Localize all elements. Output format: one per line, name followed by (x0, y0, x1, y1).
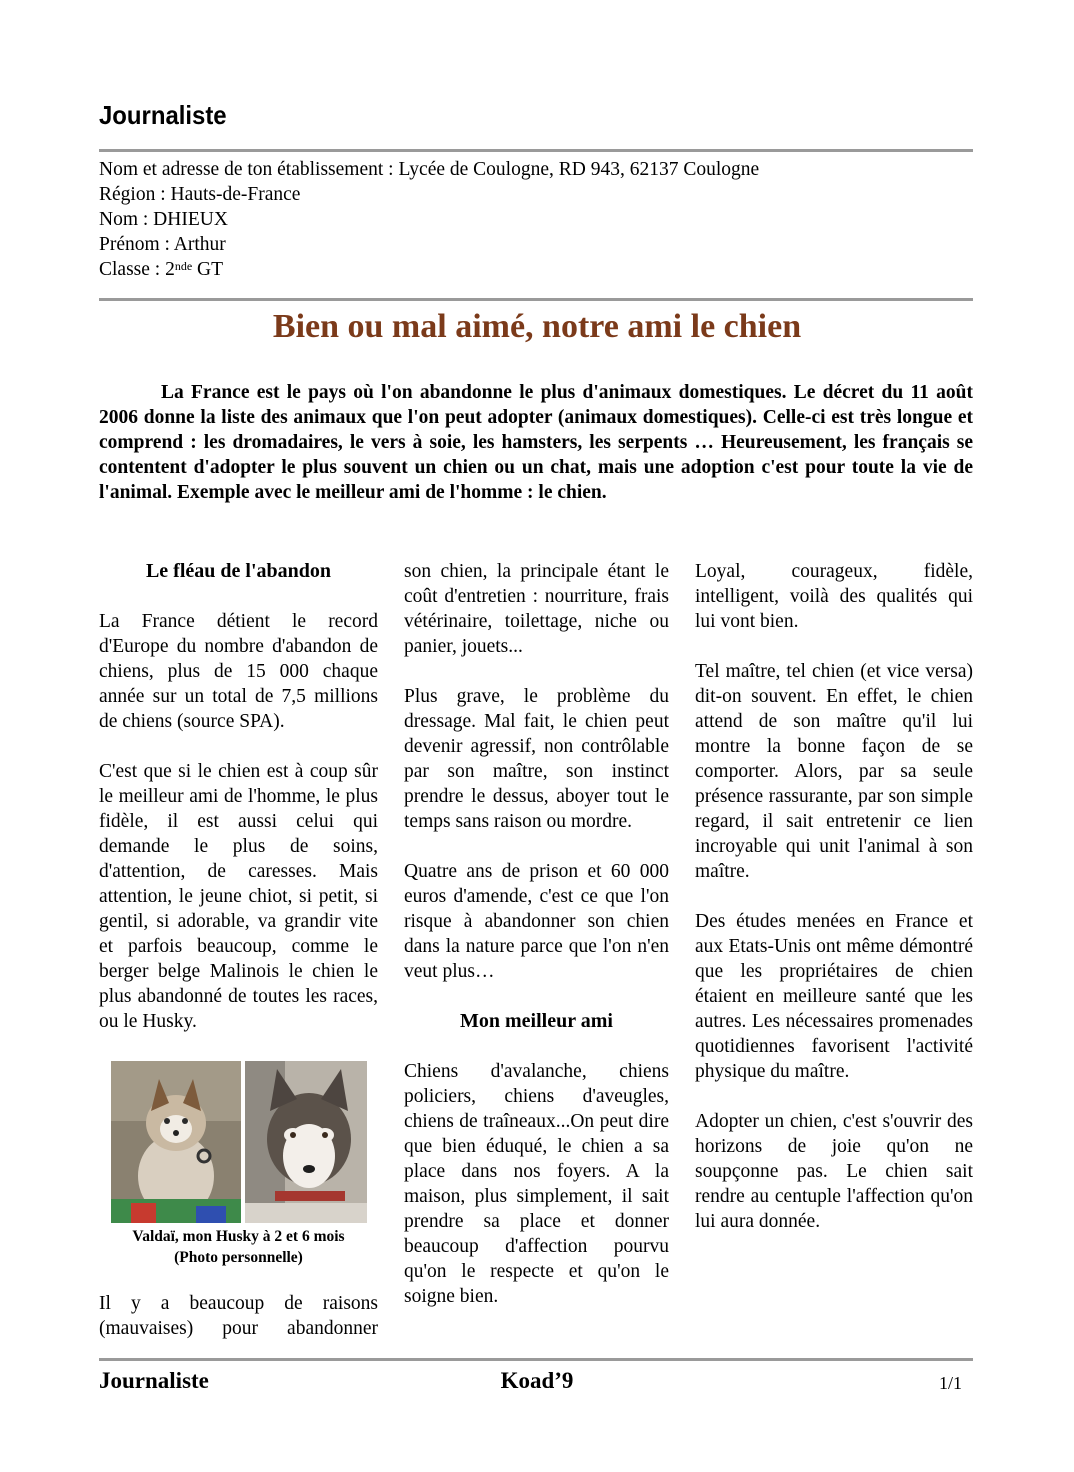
paragraph: son chien, la principale étant le coût d'entretien : nourriture, frais vétérinaire, toilettage, niche ou panier, jouets... (404, 561, 669, 657)
info-region: Région : Hauts-de-France (99, 184, 301, 205)
paragraph: C'est que si le chien est à coup sûr le meilleur ami de l'homme, le plus fidèle, il est aussi celui qui demande le plus de soins, d'attention, de caresses. Mais attention, le jeune chiot, si petit, si gentil, si adorable, va grandir vite et parfois beaucoup, comme le berger belge Malinois le chien le plus abandonné de toutes les races, ou le Husky. (99, 761, 378, 1032)
paragraph: Adopter un chien, c'est s'ouvrir des horizons de joie qu'on ne soupçonne pas. Le chien sait rendre au centuple l'affection qu'on lui aura donnée. (695, 1111, 973, 1232)
column-1 (99, 559, 378, 1059)
paragraph: La France détient le record d'Europe du nombre d'abandon de chiens, plus de 15 000 chaque année sur un total de 7,5 millions de chiens (source SPA). (99, 611, 378, 732)
info-lastname: Nom : DHIEUX (99, 209, 228, 230)
husky-photos (111, 1061, 367, 1223)
footer-publication: Koad’9 (500, 1368, 574, 1393)
section-heading-best-friend: Mon meilleur ami (460, 1010, 613, 1032)
husky-young-photo (245, 1061, 367, 1223)
section-heading-abandon: Le fléau de l'abandon (145, 560, 332, 582)
info-firstname: Prénom : Arthur (99, 234, 226, 255)
column-1-bottom (99, 1291, 378, 1366)
column-2 (404, 559, 669, 1334)
paragraph: Quatre ans de prison et 60 000 euros d'amende, c'est ce que l'on risque à abandonner son chien dans la nature parce que l'on n'en veut plus… (404, 861, 669, 982)
header-label: Journaliste (99, 100, 227, 130)
article-title: Bien ou mal aimé, notre ami le chien (272, 308, 802, 345)
paragraph: Loyal, courageux, fidèle, intelligent, voilà des qualités qui lui vont bien. (695, 561, 973, 632)
paragraph: Plus grave, le problème du dressage. Mal fait, le chien peut devenir agressif, non contrôlable par son maître, son instinct prendre le dessus, aboyer tout le temps sans raison ou mordre. (404, 686, 669, 832)
paragraph: Il y a beaucoup de raisons (mauvaises) pour abandonner (99, 1293, 378, 1339)
photo-caption: Valdaï, mon Husky à 2 et 6 mois (Photo personnelle) (132, 1228, 345, 1266)
paragraph: Chiens d'avalanche, chiens policiers, chiens d'aveugles, chiens de traîneaux...On peut dire que bien éduqué, le chien a sa place dans nos foyers. A la maison, plus simplement, il sait prendre sa place et donner beaucoup d'affection pourvu qu'on le respecte et qu'on le soigne bien. (404, 1061, 669, 1307)
divider-footer (99, 1358, 973, 1361)
paragraph: Tel maître, tel chien (et vice versa) dit-on souvent. En effet, le chien attend de son maître qu'il lui montre la bonne façon de se comporter. Alors, par sa seule présence rassurante, par son simple regard, il sait entretenir ce lien incroyable qui unit l'animal à son maître. (695, 661, 973, 882)
info-class: Classe : 2nde GT (99, 259, 224, 280)
footer-label: Journaliste (99, 1368, 209, 1393)
article-lead: La France est le pays où l'on abandonne le plus d'animaux domestiques. Le décret du 11 août 2006 donne la liste des animaux que l'on peut adopter (animaux domestiques). Celle-ci est très longue et comprend : les dromadaires, le vers à soie, les hamsters, les serpents … Heureusement, les français se contentent d'adopter le plus souvent un chien ou un chat, mais une adoption c'est pour toute la vie de l'animal. Exemple avec le meilleur ami de l'homme : le chien. (99, 382, 973, 503)
divider-mid (99, 298, 973, 301)
author-info (99, 157, 759, 282)
divider-top (99, 149, 973, 152)
paragraph: Des études menées en France et aux Etats-Unis ont même démontré que les propriétaires de chien étaient en meilleure santé que les autres. Les nécessaires promenades quotidiennes favorisent l'activité physique du maître. (695, 911, 973, 1082)
husky-puppy-photo (111, 1061, 241, 1223)
column-3 (695, 559, 973, 1259)
page-number: 1/1 (938, 1373, 962, 1393)
info-school: Nom et adresse de ton établissement : Lycée de Coulogne, RD 943, 62137 Coulogne (99, 159, 760, 180)
